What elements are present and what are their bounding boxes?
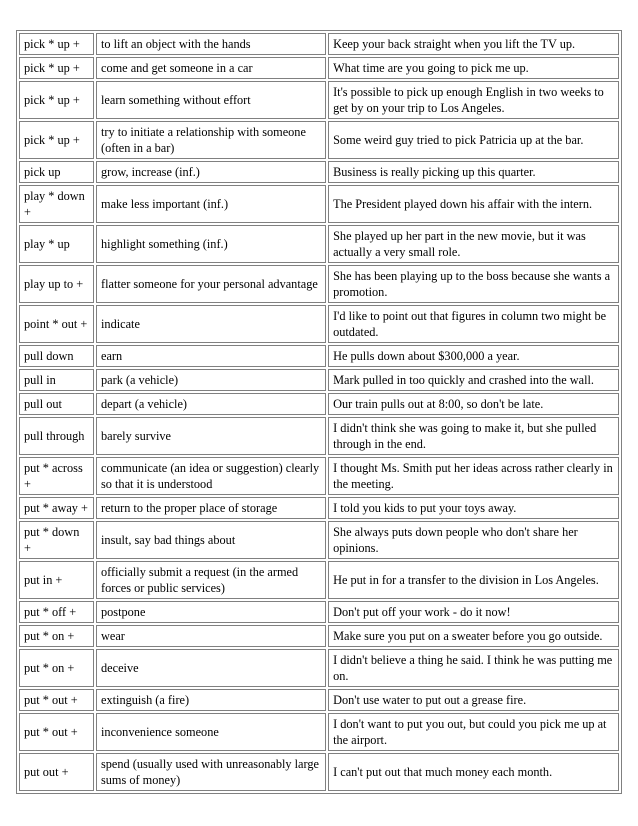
table-row: [19, 161, 619, 183]
definition-cell: wear: [96, 625, 326, 647]
definition-cell: spend (usually used with unreasonably large sums of money): [96, 753, 326, 791]
table-row: [19, 57, 619, 79]
example-cell: I didn't believe a thing he said. I think he was putting me on.: [328, 649, 619, 687]
example-cell: Mark pulled in too quickly and crashed into the wall.: [328, 369, 619, 391]
definition-cell: postpone: [96, 601, 326, 623]
table-row: [19, 33, 619, 55]
table-row: [19, 753, 619, 791]
phrasal-verb-cell: put * down +: [19, 521, 94, 559]
phrasal-verb-cell: pick * up +: [19, 81, 94, 119]
phrasal-verb-cell: pick up: [19, 161, 94, 183]
table-body: [19, 33, 619, 791]
table-row: [19, 649, 619, 687]
table-row: [19, 625, 619, 647]
example-cell: Some weird guy tried to pick Patricia up at the bar.: [328, 121, 619, 159]
phrasal-verb-document: [16, 30, 622, 794]
definition-cell: depart (a vehicle): [96, 393, 326, 415]
phrasal-verb-cell: put in +: [19, 561, 94, 599]
phrasal-verb-cell: put * off +: [19, 601, 94, 623]
table-row: [19, 601, 619, 623]
phrasal-verb-cell: put * out +: [19, 689, 94, 711]
example-cell: I thought Ms. Smith put her ideas across rather clearly in the meeting.: [328, 457, 619, 495]
definition-cell: make less important (inf.): [96, 185, 326, 223]
definition-cell: come and get someone in a car: [96, 57, 326, 79]
example-cell: She has been playing up to the boss because she wants a promotion.: [328, 265, 619, 303]
example-cell: Keep your back straight when you lift the TV up.: [328, 33, 619, 55]
phrasal-verb-cell: pull out: [19, 393, 94, 415]
definition-cell: grow, increase (inf.): [96, 161, 326, 183]
phrasal-verb-cell: put out +: [19, 753, 94, 791]
example-cell: I didn't think she was going to make it, but she pulled through in the end.: [328, 417, 619, 455]
table-row: [19, 225, 619, 263]
phrasal-verb-cell: put * across +: [19, 457, 94, 495]
table-row: [19, 521, 619, 559]
table-row: [19, 457, 619, 495]
definition-cell: earn: [96, 345, 326, 367]
definition-cell: learn something without effort: [96, 81, 326, 119]
definition-cell: return to the proper place of storage: [96, 497, 326, 519]
phrasal-verb-cell: put * on +: [19, 649, 94, 687]
example-cell: Don't use water to put out a grease fire.: [328, 689, 619, 711]
example-cell: I can't put out that much money each month.: [328, 753, 619, 791]
phrasal-verb-cell: pull through: [19, 417, 94, 455]
table-row: [19, 185, 619, 223]
table-row: [19, 497, 619, 519]
definition-cell: officially submit a request (in the armed forces or public services): [96, 561, 326, 599]
table-row: [19, 81, 619, 119]
example-cell: He put in for a transfer to the division in Los Angeles.: [328, 561, 619, 599]
table-row: [19, 265, 619, 303]
example-cell: What time are you going to pick me up.: [328, 57, 619, 79]
example-cell: Make sure you put on a sweater before you go outside.: [328, 625, 619, 647]
table-row: [19, 417, 619, 455]
table-row: [19, 561, 619, 599]
table-row: [19, 689, 619, 711]
example-cell: It's possible to pick up enough English in two weeks to get by on your trip to Los Angeles.: [328, 81, 619, 119]
definition-cell: park (a vehicle): [96, 369, 326, 391]
example-cell: I told you kids to put your toys away.: [328, 497, 619, 519]
phrasal-verb-table: [16, 30, 622, 794]
definition-cell: try to initiate a relationship with someone (often in a bar): [96, 121, 326, 159]
phrasal-verb-cell: put * away +: [19, 497, 94, 519]
phrasal-verb-cell: pull down: [19, 345, 94, 367]
example-cell: I don't want to put you out, but could you pick me up at the airport.: [328, 713, 619, 751]
example-cell: Don't put off your work - do it now!: [328, 601, 619, 623]
example-cell: Our train pulls out at 8:00, so don't be late.: [328, 393, 619, 415]
phrasal-verb-cell: point * out +: [19, 305, 94, 343]
table-row: [19, 121, 619, 159]
phrasal-verb-cell: pick * up +: [19, 33, 94, 55]
example-cell: He pulls down about $300,000 a year.: [328, 345, 619, 367]
definition-cell: indicate: [96, 305, 326, 343]
phrasal-verb-cell: play * down +: [19, 185, 94, 223]
example-cell: Business is really picking up this quarter.: [328, 161, 619, 183]
definition-cell: to lift an object with the hands: [96, 33, 326, 55]
definition-cell: inconvenience someone: [96, 713, 326, 751]
example-cell: I'd like to point out that figures in column two might be outdated.: [328, 305, 619, 343]
table-row: [19, 305, 619, 343]
definition-cell: barely survive: [96, 417, 326, 455]
table-row: [19, 345, 619, 367]
table-row: [19, 369, 619, 391]
phrasal-verb-cell: pick * up +: [19, 121, 94, 159]
phrasal-verb-cell: put * out +: [19, 713, 94, 751]
example-cell: The President played down his affair with the intern.: [328, 185, 619, 223]
example-cell: She always puts down people who don't share her opinions.: [328, 521, 619, 559]
phrasal-verb-cell: play up to +: [19, 265, 94, 303]
example-cell: She played up her part in the new movie, but it was actually a very small role.: [328, 225, 619, 263]
phrasal-verb-cell: play * up: [19, 225, 94, 263]
phrasal-verb-cell: pick * up +: [19, 57, 94, 79]
definition-cell: highlight something (inf.): [96, 225, 326, 263]
table-row: [19, 393, 619, 415]
definition-cell: extinguish (a fire): [96, 689, 326, 711]
definition-cell: flatter someone for your personal advantage: [96, 265, 326, 303]
definition-cell: deceive: [96, 649, 326, 687]
definition-cell: insult, say bad things about: [96, 521, 326, 559]
phrasal-verb-cell: put * on +: [19, 625, 94, 647]
phrasal-verb-cell: pull in: [19, 369, 94, 391]
table-row: [19, 713, 619, 751]
definition-cell: communicate (an idea or suggestion) clearly so that it is understood: [96, 457, 326, 495]
